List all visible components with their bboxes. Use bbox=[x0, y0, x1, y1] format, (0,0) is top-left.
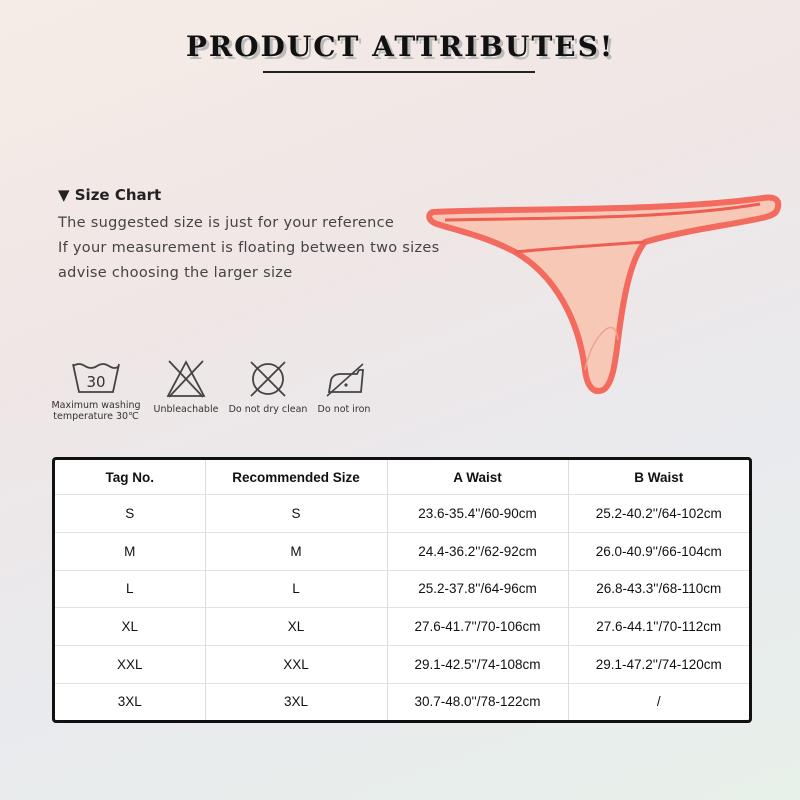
cell-tag: M bbox=[55, 532, 205, 570]
table-row bbox=[55, 683, 749, 720]
cell-tag: L bbox=[55, 570, 205, 608]
no-bleach-icon bbox=[164, 358, 208, 400]
care-label: temperature 30℃ bbox=[53, 411, 139, 422]
cell-a-waist: 23.6-35.4''/60-90cm bbox=[387, 495, 568, 533]
cell-recommended-size: 3XL bbox=[205, 683, 387, 720]
table-header-row bbox=[55, 460, 749, 495]
cell-a-waist: 24.4-36.2''/62-92cm bbox=[387, 532, 568, 570]
cell-b-waist: 25.2-40.2''/64-102cm bbox=[568, 495, 749, 533]
cell-tag: S bbox=[55, 495, 205, 533]
care-no-iron bbox=[311, 358, 377, 415]
cell-tag: 3XL bbox=[55, 683, 205, 720]
table-row bbox=[55, 608, 749, 646]
cell-b-waist: / bbox=[568, 683, 749, 720]
size-table bbox=[52, 457, 752, 723]
care-label: Maximum washing bbox=[51, 400, 141, 411]
cell-a-waist: 30.7-48.0''/78-122cm bbox=[387, 683, 568, 720]
cell-recommended-size: XXL bbox=[205, 646, 387, 684]
no-dry-clean-icon bbox=[247, 358, 289, 400]
page-title: PRODUCT ATTRIBUTES! bbox=[185, 30, 615, 63]
no-iron-icon bbox=[321, 358, 367, 400]
wash-temperature-number: 30 bbox=[86, 373, 106, 391]
column-header-tag: Tag No. bbox=[105, 469, 154, 485]
care-no-bleach bbox=[148, 358, 224, 415]
care-label: Unbleachable bbox=[153, 404, 219, 415]
wash-30-icon bbox=[69, 358, 123, 396]
care-no-dry-clean bbox=[225, 358, 311, 415]
cell-recommended-size: L bbox=[205, 570, 387, 608]
column-header-recommended-size: Recommended Size bbox=[205, 460, 387, 495]
column-header-b-waist: B Waist bbox=[568, 460, 749, 495]
size-chart-heading: ▼ Size Chart bbox=[58, 186, 162, 204]
product-image bbox=[425, 190, 790, 405]
cell-tag: XL bbox=[55, 608, 205, 646]
title-underline bbox=[263, 71, 535, 73]
size-note-line: The suggested size is just for your reference bbox=[58, 215, 395, 231]
cell-a-waist: 25.2-37.8''/64-96cm bbox=[387, 570, 568, 608]
cell-recommended-size: M bbox=[205, 532, 387, 570]
size-note-line: advise choosing the larger size bbox=[58, 265, 293, 281]
cell-a-waist: 27.6-41.7''/70-106cm bbox=[387, 608, 568, 646]
column-header-a-waist: A Waist bbox=[387, 460, 568, 495]
cell-a-waist: 29.1-42.5''/74-108cm bbox=[387, 646, 568, 684]
cell-b-waist: 27.6-44.1''/70-112cm bbox=[568, 608, 749, 646]
size-note-line: If your measurement is floating between two sizes bbox=[58, 240, 440, 256]
table-row bbox=[55, 495, 749, 533]
cell-recommended-size: S bbox=[205, 495, 387, 533]
cell-b-waist: 29.1-47.2''/74-120cm bbox=[568, 646, 749, 684]
care-wash-30 bbox=[46, 358, 146, 422]
table-row bbox=[55, 570, 749, 608]
table-row bbox=[55, 532, 749, 570]
table-row bbox=[55, 646, 749, 684]
care-label: Do not iron bbox=[317, 404, 371, 415]
cell-b-waist: 26.8-43.3''/68-110cm bbox=[568, 570, 749, 608]
care-label: Do not dry clean bbox=[228, 404, 308, 415]
cell-tag: XXL bbox=[55, 646, 205, 684]
cell-recommended-size: XL bbox=[205, 608, 387, 646]
cell-b-waist: 26.0-40.9''/66-104cm bbox=[568, 532, 749, 570]
